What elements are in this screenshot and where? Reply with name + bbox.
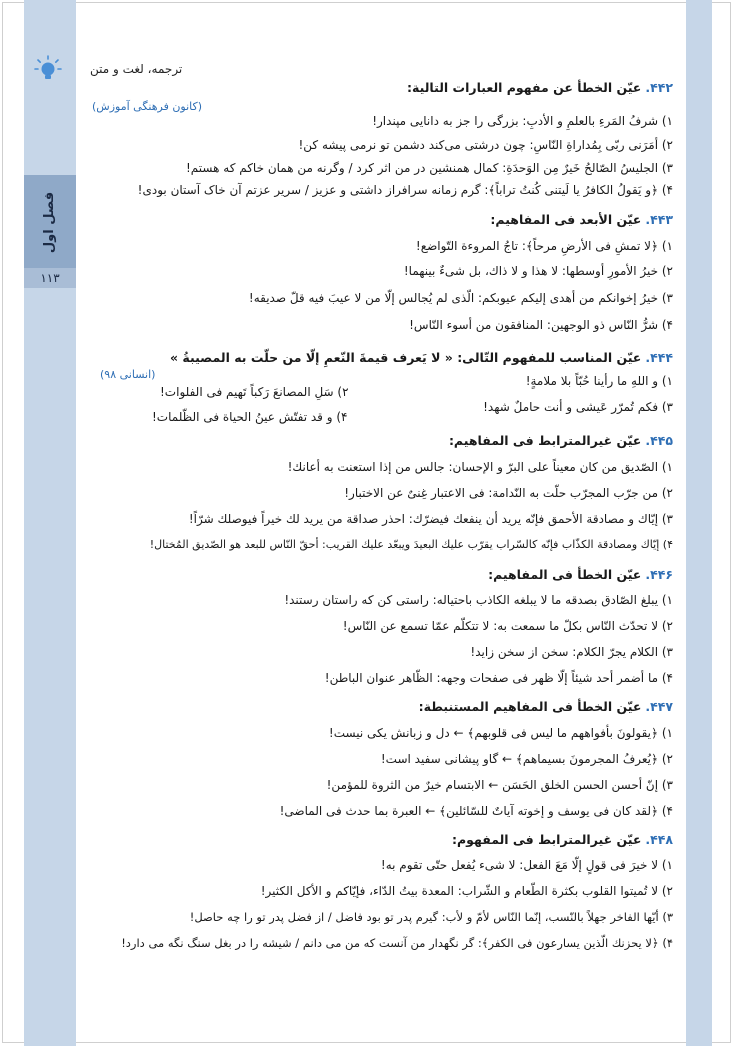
option: ۴) شرُّ النّاس ذو الوجهين: المنافقون من أسوء النّاس! [409, 318, 673, 332]
option: ۴) إيّاك ومصادقة الكذّاب فإنّه كالسّراب يقرّب عليك البعيدَ ويبعّد عليك القريب: أحقّ النّاس للبعد هو الصّديق المُختال! [149, 538, 673, 551]
question-number: ۴۴۳. [645, 212, 673, 227]
option: ۲) أمَرَنی ربّی بِمُداراةِ النّاسِ: چون درشتی می‌کند دشمن تو نرمی پیشه کن! [298, 138, 673, 152]
page-number: ۱۱۳ [24, 268, 76, 288]
option: ۴) ﴿و يَقولُ الكافرُ يا لَيتنی كُنتُ تراباً﴾: گرم زمانه سرافراز داشتی و عزیز / سریر عزتم آن خاک آستان بودی! [137, 183, 673, 197]
option: ۱) ﴿يقولونَ بأفواههم ما ليس فی قلوبهم﴾ ← دل و زبانش یکی نیست! [328, 726, 673, 740]
option: ۴) و قد تفتّش عينُ الحياة فی الظّلمات! [152, 410, 348, 424]
option: ۱) و اللهِ ما رأينا حُبّاً بلا ملامةٍ! [525, 374, 673, 388]
question-prompt: عيّن الخطأ فی المفاهيم المستنبطة: [418, 699, 642, 714]
question-number: ۴۴۸. [645, 832, 673, 847]
question-number: ۴۴۴. [645, 350, 673, 365]
option: ۱) يبلغ الصّادق بصدقه ما لا يبلغه الكاذب باحتياله: راستی کن که راستان رستند! [284, 593, 673, 607]
option: ۳) أيّها الفاخر جهلاً بالنّسب، إنّما النّاس لأمّ و لأب: گیرم پدر تو بود فاضل / از فضل پدر تو را چه حاصل! [189, 910, 673, 924]
question-prompt: عيّن غيرالمترابط فی المفهوم: [451, 832, 642, 847]
option: ۳) خيرُ إخوانكم من أهدى إليكم عيوبكم: الّذی لم يُجالس إلّا من لا عيبَ فيه قلّ صديقه! [248, 291, 673, 305]
question-443 [490, 212, 673, 227]
chapter-label: فصل اول [42, 191, 58, 254]
question-prompt: عيّن الخطأ عن مفهوم العبارات التالية: [407, 80, 642, 95]
question-prompt: عيّن غيرالمترابط فی المفاهيم: [448, 433, 642, 448]
option: ۴) ما أضمر أحد شيئاً إلّا ظهر فی صفحات وجهه: الظّاهر عنوان الباطن! [324, 671, 673, 685]
question-number: ۴۴۶. [645, 567, 673, 582]
question-prompt: عيّن الخطأ فی المفاهيم: [488, 567, 642, 582]
question-448 [452, 832, 673, 847]
question-446 [488, 567, 673, 582]
question-source: (انسانی ۹۸) [100, 368, 156, 381]
option: ۳) الجليسُ الصّالحُ خَيرٌ مِن الوَحدَةِ: کمال همنشین در من اثر کرد / وگرنه من همان خاکم که هستم! [186, 161, 673, 175]
option: ۲) لا تُميتوا القلوب بكثرة الطّعام و الشّراب: المعدة بيتُ الدّاء، فإيّاكم و الأكل الكثير! [260, 884, 673, 898]
question-number: ۴۴۲. [645, 80, 673, 95]
question-number: ۴۴۷. [645, 699, 673, 714]
option: ۲) ﴿يُعرفُ المجرمونَ بسيماهم﴾ ← گاو پیشانی سفید است! [380, 752, 673, 766]
section-title: ترجمه، لغت و متن [90, 62, 183, 76]
question-447 [419, 699, 673, 714]
option: ۲) خيرُ الأمورِ أوسطها: لا هذا و لا ذاك، بل شیءٌ بينهما! [403, 264, 673, 278]
question-prompt: عيّن المناسب للمفهوم التّالی: « لا يَعرف قيمةَ النّعمِ إلّا من حلّت به المصيبةُ » [169, 350, 642, 365]
option: ۳) فكم تُمرّر عَيشی و أنت حاملٌ شهد! [483, 400, 673, 414]
option: ۱) لا خيرَ فی قولٍ إلّا مَعَ الفعل: لا شیء يُفعل حتّى تقوم به! [380, 858, 673, 872]
question-number: ۴۴۵. [645, 433, 673, 448]
option: ۴) ﴿لا يحزنك الّذين يسارعون فی الكفر﴾: گر نگهدار من آنست که من می دانم / شیشه را در بغل سنگ نگه می دارد! [121, 936, 673, 950]
option: ۳) إيّاك و مصادقة الأحمق فإنّه يريد أن ينفعك فيضرّك: احذر صداقة من يريد لك خيراً فيوصلك شرّاً! [188, 512, 673, 526]
question-source: (کانون فرهنگی آموزش) [92, 100, 203, 113]
option: ۳) إنّ أحسن الحسن الخلق الحَسَن ← الابتسام خيرٌ من الثروة للمؤمن! [326, 778, 673, 792]
option: ۱) ﴿لا تمشِ فی الأرضِ مرحاً﴾: تاجُ المروءة التّواضع! [415, 239, 673, 253]
option: ۲) من جرّب المجرّب حلّت به النّدامة: فی الاعتبار غِنیٌ عن الاختبار! [344, 486, 673, 500]
option: ۲) سَلِ المصانعَ رَكباً تَهيم فی الفلوات! [160, 385, 349, 399]
option: ۴) ﴿لقد كان فی يوسف و إخوته آياتٌ للسّائلين﴾ ← العبرة بما حدث فی الماضی! [279, 804, 673, 818]
question-prompt: عيّن الأبعد فی المفاهيم: [490, 212, 642, 227]
option: ۲) لا تحدّث النّاس بكلّ ما سمعت به: لا تتكلّم عمّا تسمع عن النّاس! [342, 619, 673, 633]
question-445 [449, 433, 673, 448]
question-442 [407, 80, 673, 95]
question-444 [170, 350, 673, 365]
option: ۱) شرفُ المَرءِ بالعلمِ و الأدبِ: بزرگی را جز به دانایی مپندار! [372, 114, 673, 128]
option: ۱) الصّديق من كان معيناً على البرّ و الإحسان: جالس من إذا استعنت به أعانك! [287, 460, 673, 474]
option: ۳) الكلام يجرّ الكلام: سخن از سخن زاید! [470, 645, 673, 659]
